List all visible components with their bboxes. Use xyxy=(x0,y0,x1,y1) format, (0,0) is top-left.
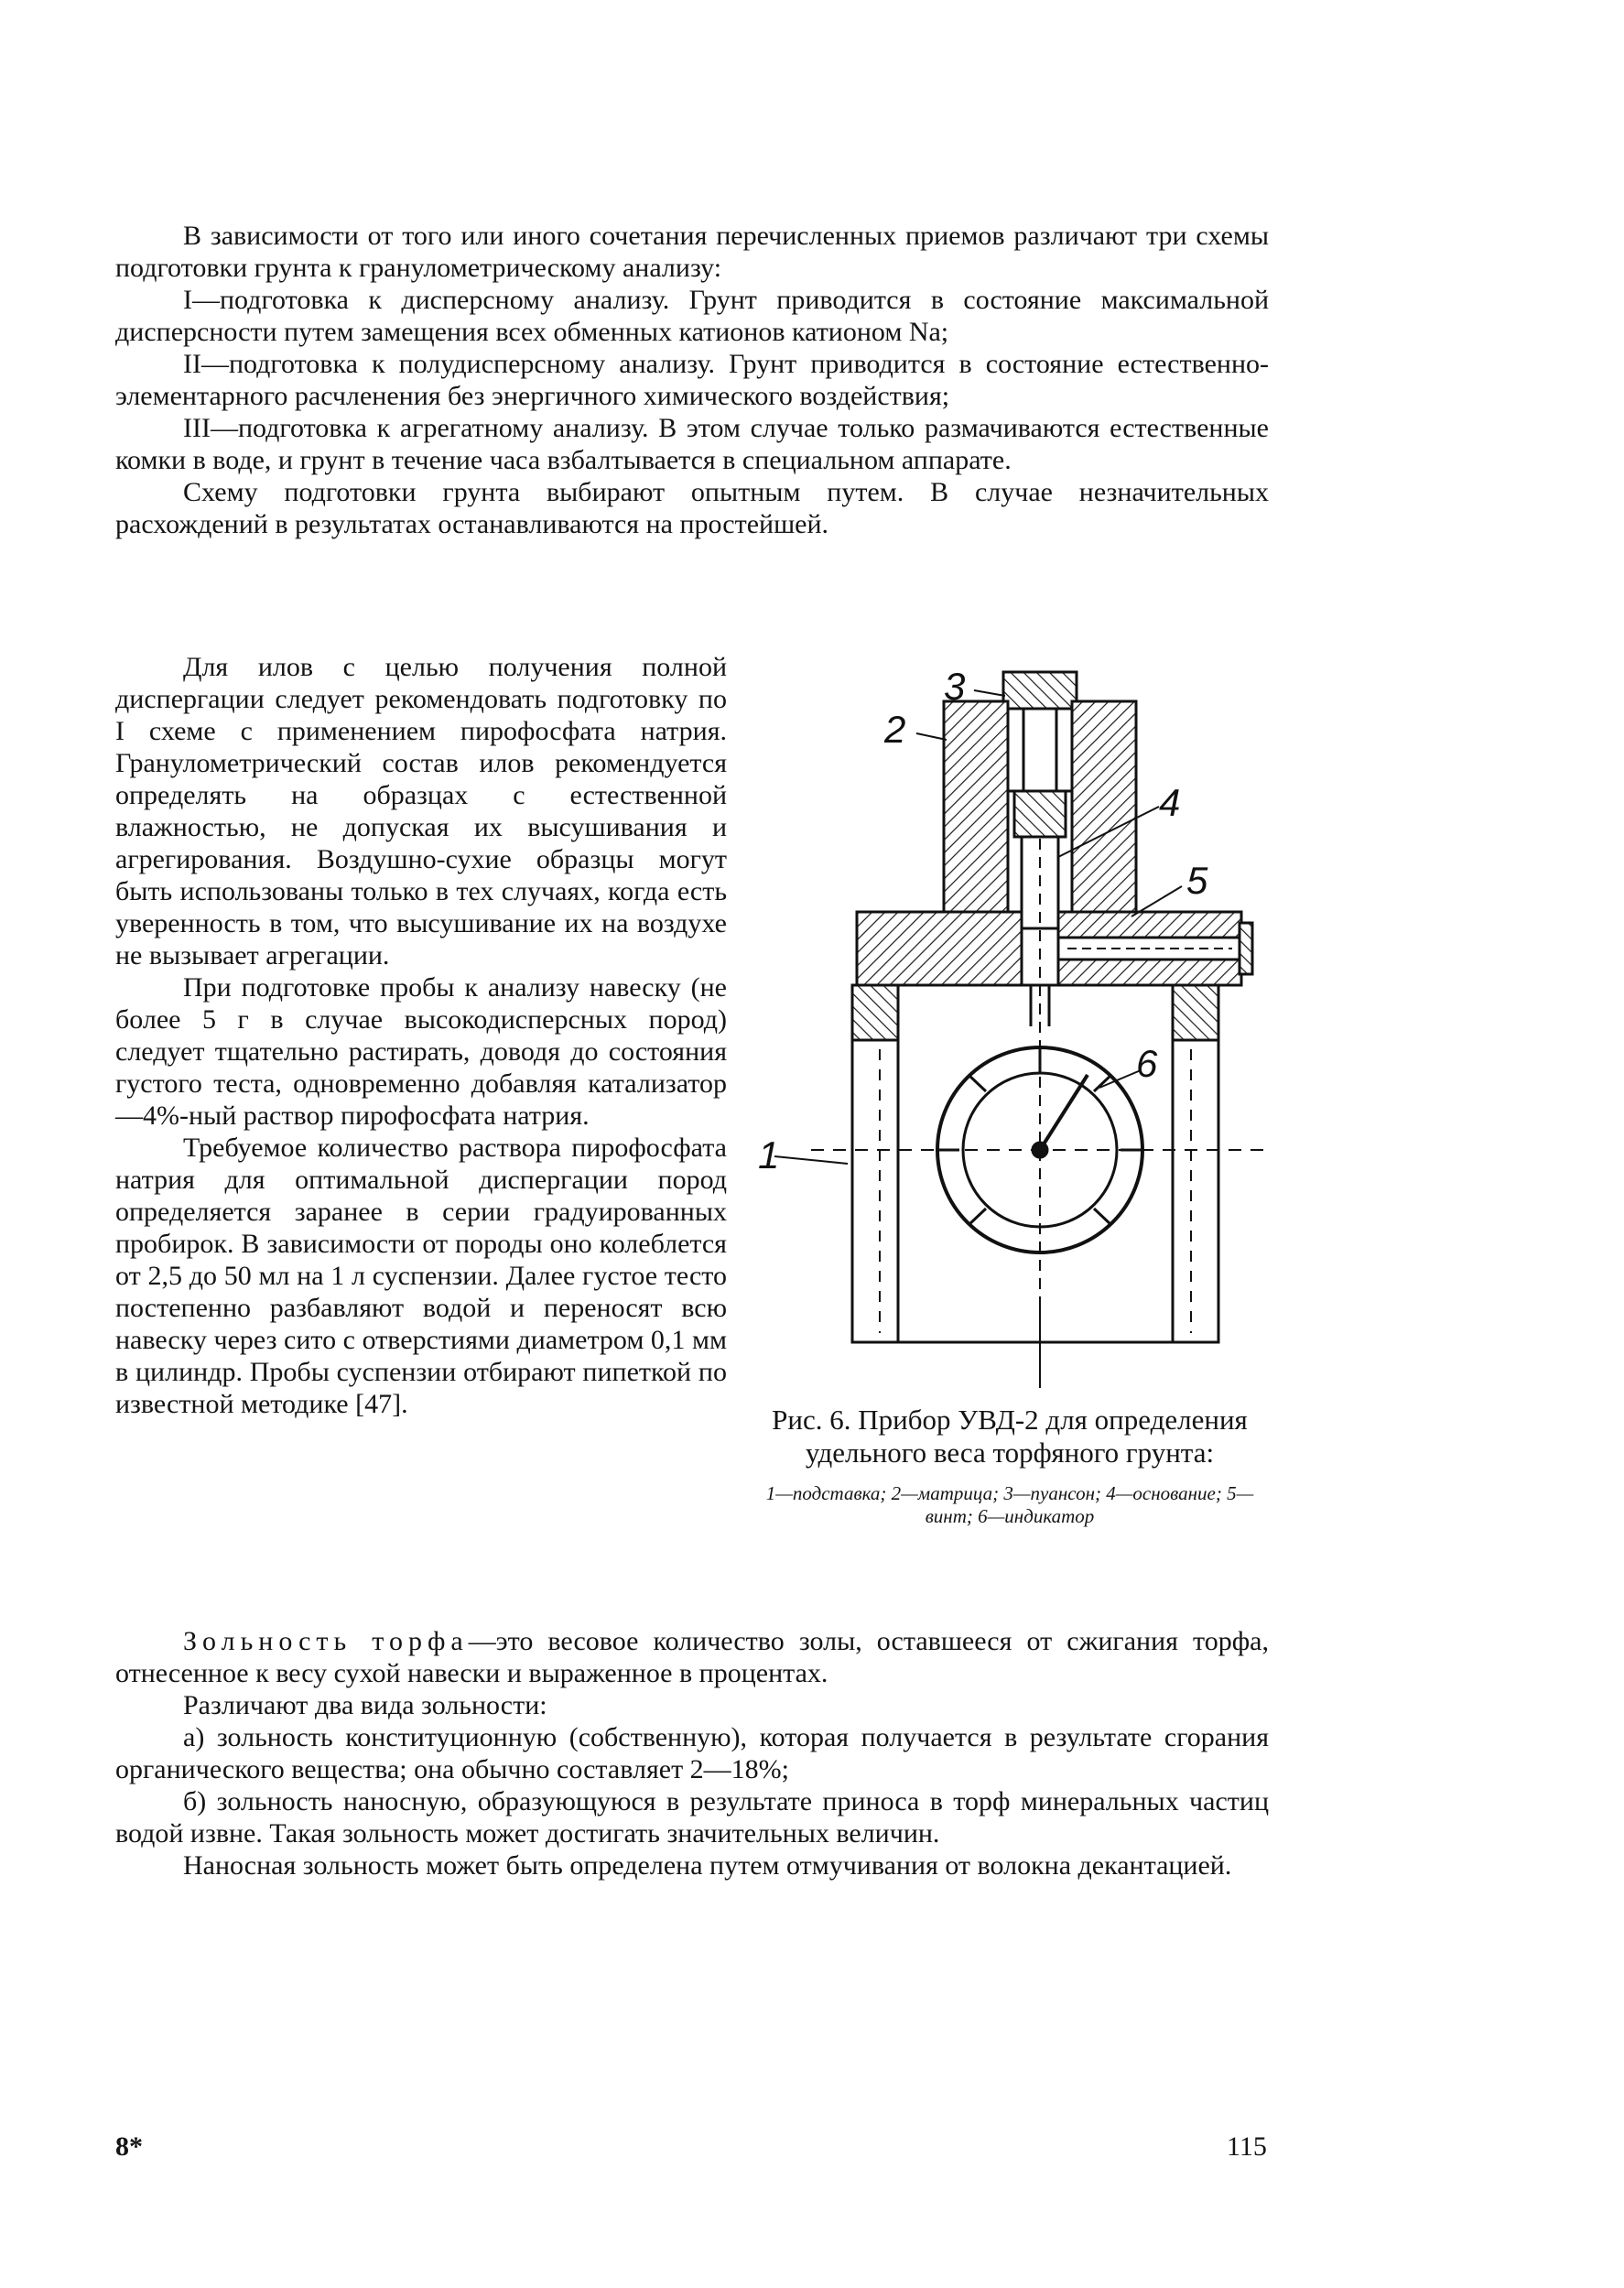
paragraph-scheme-1: I—подготовка к дисперсному анализу. Грунт приводится в состояние максимальной дисперсности путем замещения всех обменных катионов катионом Na; xyxy=(115,285,1269,347)
base-left xyxy=(857,912,1022,985)
top-text-block xyxy=(115,220,1269,540)
paragraph-ash-kinds: Различают два вида зольности: xyxy=(183,1690,547,1720)
label-2: 2 xyxy=(884,708,906,751)
punch-head xyxy=(1003,672,1077,709)
label-5: 5 xyxy=(1186,859,1208,902)
figure-title: Рис. 6. Прибор УВД-2 для определения удельного веса торфяного грунта: xyxy=(772,1404,1248,1469)
figure-legend: 1—подставка; 2—матрица; 3—пуансон; 4—основание; 5—винт; 6—индикатор xyxy=(765,1482,1254,1527)
stand xyxy=(852,985,1218,1342)
matrix-right xyxy=(1072,701,1136,912)
punch-body xyxy=(1008,709,1072,791)
paragraph-ash-definition xyxy=(115,1625,1269,1689)
signature-mark: 8* xyxy=(115,2131,143,2162)
label-4: 4 xyxy=(1159,781,1181,824)
ash-definition: —это весовое количество золы, оставшееся от сжигания торфа, отнесенное к весу сухой навески и выраженное в процентах. xyxy=(115,1626,1269,1688)
paragraph-scheme-3: III—подготовка к агрегатному анализу. В этом случае только размачиваются естественные комки в воде, и грунт в течение часа взбалтывается в специальном аппарате. xyxy=(115,413,1269,475)
label-6: 6 xyxy=(1136,1042,1158,1085)
indicator-needle xyxy=(1040,1075,1088,1150)
label-3: 3 xyxy=(944,665,966,708)
paragraph-ash-alluvial: б) зольность наносную, образующуюся в результате приноса в торф минеральных частиц водой извне. Такая зольность может достигать значительных величин. xyxy=(115,1786,1269,1849)
matrix-left xyxy=(944,701,1008,912)
bottom-text-block xyxy=(115,1625,1269,1881)
label-1: 1 xyxy=(758,1133,780,1177)
paragraph-sample-prep: При подготовке пробы к анализу навеску (не более 5 г в случае высокодисперсных пород) следует тщательно растирать, доводя до состояния густого теста, одновременно добавляя катализатор—4%-ный раствор пирофосфата натрия. xyxy=(115,972,727,1131)
ash-term: Зольность торфа xyxy=(183,1626,469,1656)
left-column-text xyxy=(115,651,727,1420)
paragraph-intro: В зависимости от того или иного сочетания перечисленных приемов различают три схемы подготовки грунта к гранулометрическому анализу: xyxy=(115,221,1269,283)
paragraph-choice: Схему подготовки грунта выбирают опытным путем. В случае незначительных расхождений в результатах останавливаются на простейшей. xyxy=(115,477,1269,539)
page-number: 115 xyxy=(1227,2131,1267,2162)
paragraph-scheme-2: II—подготовка к полудисперсному анализу. Грунт приводится в состояние естественно-элементарного расчленения без энергичного химического воздействия; xyxy=(115,349,1269,411)
figure-caption xyxy=(749,1404,1271,1528)
paragraph-silts: Для илов с целью получения полной диспергации следует рекомендовать подготовку по I схеме с применением пирофосфата натрия. Гранулометрический состав илов рекомендуется определять на образцах с естественной влажностью, не допуская их высушивания и агрегирования. Воздушно-сухие образцы могут быть использованы только в тех случаях, когда есть уверенность в том, что высушивание их на воздухе не вызывает агрегации. xyxy=(115,652,727,971)
paragraph-pyrophosphate: Требуемое количество раствора пирофосфата натрия для оптимальной диспергации пород определяется заранее в серии градуированных пробирок. В зависимости от породы оно колеблется от 2,5 до 50 мл на 1 л суспензии. Далее густое тесто постепенно разбавляют водой и переносят всю навеску через сито с отверстиями диаметром 0,1 мм в цилиндр. Пробы суспензии отбирают пипеткой по известной методике [47]. xyxy=(115,1133,727,1419)
device-figure xyxy=(756,665,1269,1406)
paragraph-ash-constitutional: а) зольность конституционную (собственную), которая получается в результате сгорания органического вещества; она обычно составляет 2—18%; xyxy=(115,1722,1269,1784)
paragraph-ash-decantation: Наносная зольность может быть определена путем отмучивания от волокна декантацией. xyxy=(183,1850,1232,1881)
